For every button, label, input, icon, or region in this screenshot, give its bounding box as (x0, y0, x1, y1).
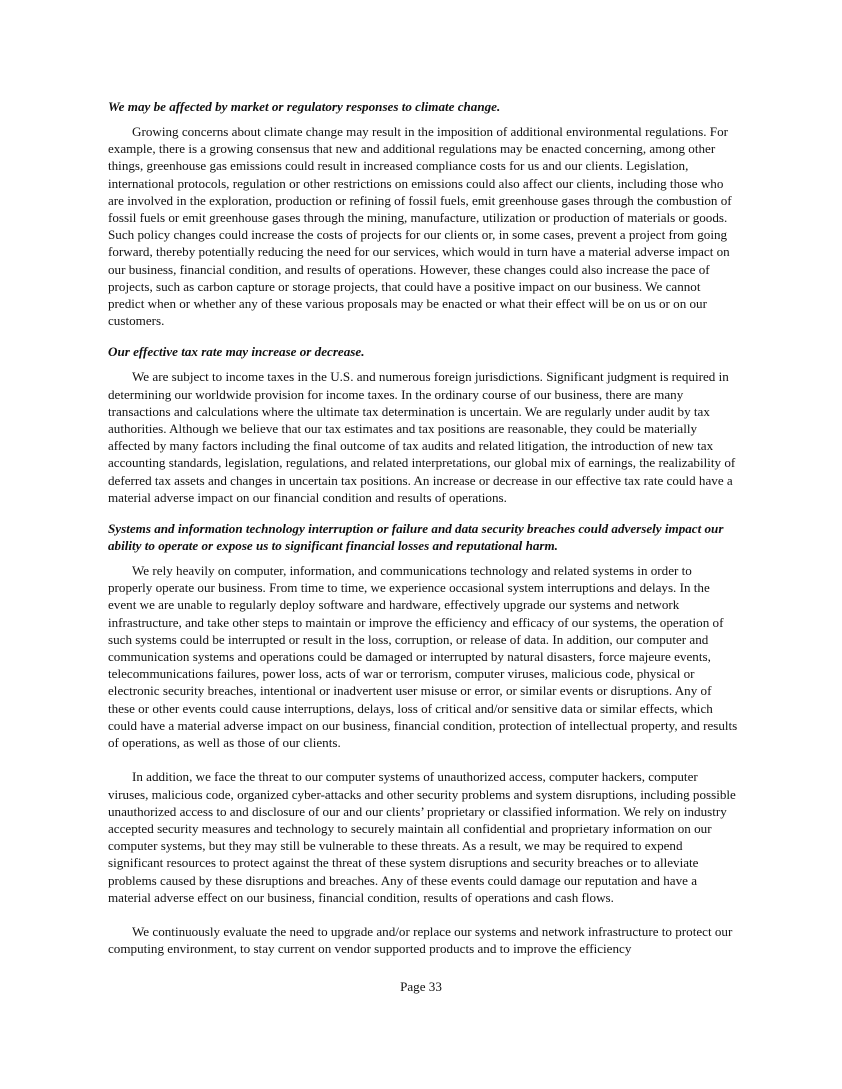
document-page (108, 98, 738, 971)
paragraph: We rely heavily on computer, information, and communications technology and related systems in order to properly operate our business. From time to time, we experience occasional system interruptions and delays. In the event we are unable to regularly deploy software and hardware, effectively upgrade our systems and network infrastructure, and take other steps to maintain or improve the efficiency and efficacy of our systems, the operation of such systems could be interrupted or result in the loss, corruption, or release of data. In addition, our computer and communication systems and operations could be damaged or interrupted by natural disasters, force majeure events, telecommunications failures, power loss, acts of war or terrorism, computer viruses, malicious code, physical or electronic security breaches, intentional or inadvertent user misuse or error, or similar events or disruptions. Any of these or other events could cause interruptions, delays, loss of critical and/or sensitive data or similar effects, which could have a material adverse impact on our business, financial condition, protection of intellectual property, and results of operations, as well as those of our clients. (108, 563, 738, 751)
section-effective-tax-rate (108, 343, 738, 506)
paragraph: We continuously evaluate the need to upgrade and/or replace our systems and network infrastructure to protect our computing environment, to stay current on vendor supported products and to improve the efficiency (108, 923, 733, 957)
section-climate-change (108, 98, 738, 329)
paragraph: Growing concerns about climate change may result in the imposition of additional environmental regulations. For example, there is a growing consensus that new and additional regulations may be enacted concerning, among other things, greenhouse gas emissions could result in increased compliance costs for us and our clients. Legislation, international protocols, regulation or other restrictions on emissions could also affect our clients, including those who are involved in the exploration, production or refining of fossil fuels, emit greenhouse gases through the combustion of fossil fuels or emit greenhouse gases through the mining, manufacture, utilization or production of materials or goods. Such policy changes could increase the costs of projects for our clients or, in some cases, prevent a project from going forward, thereby potentially reducing the need for our services, which would in turn have a material adverse impact on our business, financial condition, and results of operations. However, these changes could also increase the pace of projects, such as carbon capture or storage projects, that could have a positive impact on our business. We cannot predict when or whether any of these various proposals may be enacted or what their effect will be on us or on our customers. (108, 124, 732, 329)
section-heading: Our effective tax rate may increase or decrease. (108, 344, 365, 360)
section-heading: Systems and information technology interruption or failure and data security breaches could adversely impact our ability to operate or expose us to significant financial losses and reputational harm. (108, 521, 724, 554)
page-number: Page 33 (400, 979, 442, 994)
section-systems-it-security (108, 520, 738, 957)
section-heading: We may be affected by market or regulatory responses to climate change. (108, 99, 501, 114)
paragraph: In addition, we face the threat to our computer systems of unauthorized access, computer hackers, computer viruses, malicious code, organized cyber-attacks and other security problems and system disruptions, including possible unauthorized access to and disclosure of our and our clients’ proprietary or classified information. We rely on industry accepted security measures and technology to securely maintain all confidential and proprietary information on our computer systems, but they may still be vulnerable to these threats. As a result, we may be required to expend significant resources to protect against the threat of these system disruptions and security breaches or to alleviate problems caused by these disruptions and breaches. Any of these events could damage our reputation and have a material adverse effect on our business, financial condition, results of operations and cash flows. (108, 769, 736, 905)
paragraph: We are subject to income taxes in the U.S. and numerous foreign jurisdictions. Significant judgment is required in determining our worldwide provision for income taxes. In the ordinary course of our business, there are many transactions and calculations where the ultimate tax determination is uncertain. We are regularly under audit by tax authorities. Although we believe that our tax estimates and tax positions are reasonable, they could be materially affected by many factors including the final outcome of tax audits and related litigation, the introduction of new tax accounting standards, legislation, regulations, and related interpretations, our global mix of earnings, the realizability of deferred tax assets and changes in uncertain tax positions. An increase or decrease in our effective tax rate could have a material adverse impact on our financial condition and results of operations. (108, 369, 736, 505)
